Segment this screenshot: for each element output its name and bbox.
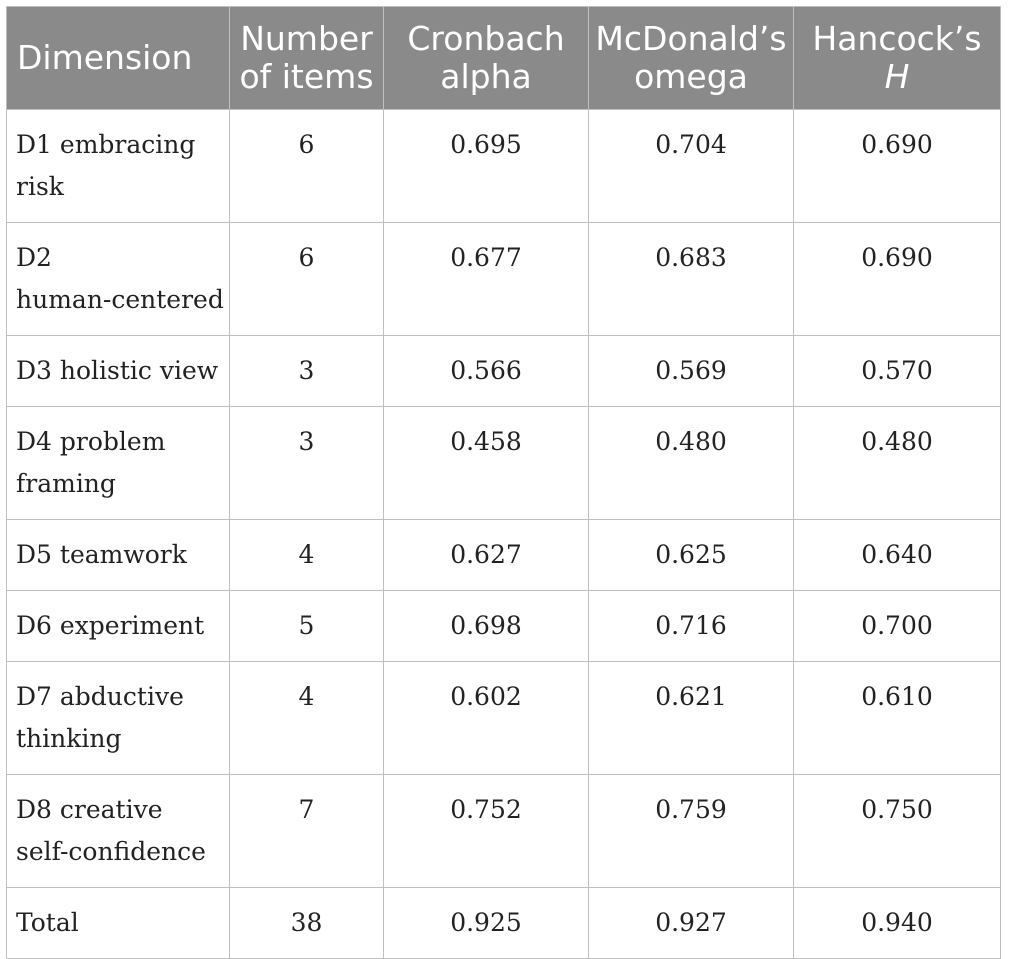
header-cronbach-alpha (384, 7, 589, 110)
cell-number-of-items: 5 (230, 591, 384, 662)
header-mcdonald-omega (589, 7, 794, 110)
cell-number-of-items: 4 (230, 520, 384, 591)
cell-hancock-h: 0.690 (794, 110, 1001, 223)
cell-hancock-h: 0.700 (794, 591, 1001, 662)
cell-mcdonald-omega: 0.759 (589, 775, 794, 888)
cell-cronbach-alpha: 0.602 (384, 662, 589, 775)
cell-cronbach-alpha: 0.566 (384, 336, 589, 407)
header-cronbach-line2: alpha (440, 57, 532, 96)
header-number-of-items (230, 7, 384, 110)
cell-dimension-line: D8 creative (16, 795, 163, 824)
cell-dimension (7, 662, 230, 775)
cell-cronbach-alpha: 0.695 (384, 110, 589, 223)
cell-cronbach-alpha: 0.677 (384, 223, 589, 336)
cell-mcdonald-omega: 0.625 (589, 520, 794, 591)
table-row (7, 223, 1001, 336)
cell-dimension-line: D4 problem (16, 427, 166, 456)
cell-hancock-h: 0.480 (794, 407, 1001, 520)
cell-number-of-items: 7 (230, 775, 384, 888)
cell-hancock-h: 0.750 (794, 775, 1001, 888)
table-row (7, 888, 1001, 959)
header-mcdonald-line1: McDonald’s (595, 19, 787, 58)
reliability-table (6, 6, 1001, 959)
header-number-line2: of items (239, 57, 374, 96)
cell-hancock-h: 0.940 (794, 888, 1001, 959)
cell-dimension (7, 591, 230, 662)
cell-dimension-line: framing (16, 469, 116, 498)
header-number-line1: Number (240, 19, 373, 58)
table-row (7, 662, 1001, 775)
cell-dimension-line: risk (16, 172, 64, 201)
cell-number-of-items: 38 (230, 888, 384, 959)
table-row (7, 336, 1001, 407)
cell-dimension-line: Total (16, 908, 79, 937)
cell-mcdonald-omega: 0.569 (589, 336, 794, 407)
cell-cronbach-alpha: 0.458 (384, 407, 589, 520)
table-row (7, 110, 1001, 223)
table-row (7, 520, 1001, 591)
cell-mcdonald-omega: 0.480 (589, 407, 794, 520)
cell-mcdonald-omega: 0.621 (589, 662, 794, 775)
cell-cronbach-alpha: 0.698 (384, 591, 589, 662)
cell-number-of-items: 4 (230, 662, 384, 775)
cell-dimension (7, 520, 230, 591)
cell-number-of-items: 6 (230, 110, 384, 223)
cell-dimension (7, 110, 230, 223)
cell-dimension (7, 775, 230, 888)
cell-mcdonald-omega: 0.704 (589, 110, 794, 223)
cell-mcdonald-omega: 0.716 (589, 591, 794, 662)
cell-dimension-line: D6 experiment (16, 611, 205, 640)
cell-number-of-items: 3 (230, 407, 384, 520)
header-cronbach-line1: Cronbach (407, 19, 565, 58)
cell-dimension (7, 407, 230, 520)
cell-dimension-line: D5 teamwork (16, 540, 187, 569)
reliability-table-container (6, 6, 1002, 959)
header-hancock-line2: H (884, 57, 910, 96)
cell-hancock-h: 0.610 (794, 662, 1001, 775)
cell-dimension-line: D7 abductive (16, 682, 184, 711)
cell-dimension (7, 888, 230, 959)
cell-dimension-line: D1 embracing (16, 130, 196, 159)
cell-dimension (7, 336, 230, 407)
cell-hancock-h: 0.640 (794, 520, 1001, 591)
header-mcdonald-line2: omega (634, 57, 748, 96)
cell-hancock-h: 0.570 (794, 336, 1001, 407)
table-header-row (7, 7, 1001, 110)
header-hancock-h (794, 7, 1001, 110)
cell-dimension-line: D3 holistic view (16, 356, 219, 385)
cell-dimension-line: self-confidence (16, 837, 206, 866)
table-row (7, 775, 1001, 888)
cell-cronbach-alpha: 0.925 (384, 888, 589, 959)
cell-mcdonald-omega: 0.927 (589, 888, 794, 959)
cell-dimension (7, 223, 230, 336)
cell-hancock-h: 0.690 (794, 223, 1001, 336)
table-row (7, 407, 1001, 520)
header-hancock-line1: Hancock’s (812, 19, 982, 58)
table-body (7, 110, 1001, 959)
header-dimension-label: Dimension (17, 38, 193, 77)
cell-dimension-line: human-centered (16, 285, 224, 314)
cell-dimension-line: thinking (16, 724, 122, 753)
cell-number-of-items: 3 (230, 336, 384, 407)
table-row (7, 591, 1001, 662)
cell-mcdonald-omega: 0.683 (589, 223, 794, 336)
cell-number-of-items: 6 (230, 223, 384, 336)
cell-dimension-line: D2 (16, 243, 52, 272)
header-dimension (7, 7, 230, 110)
cell-cronbach-alpha: 0.752 (384, 775, 589, 888)
cell-cronbach-alpha: 0.627 (384, 520, 589, 591)
